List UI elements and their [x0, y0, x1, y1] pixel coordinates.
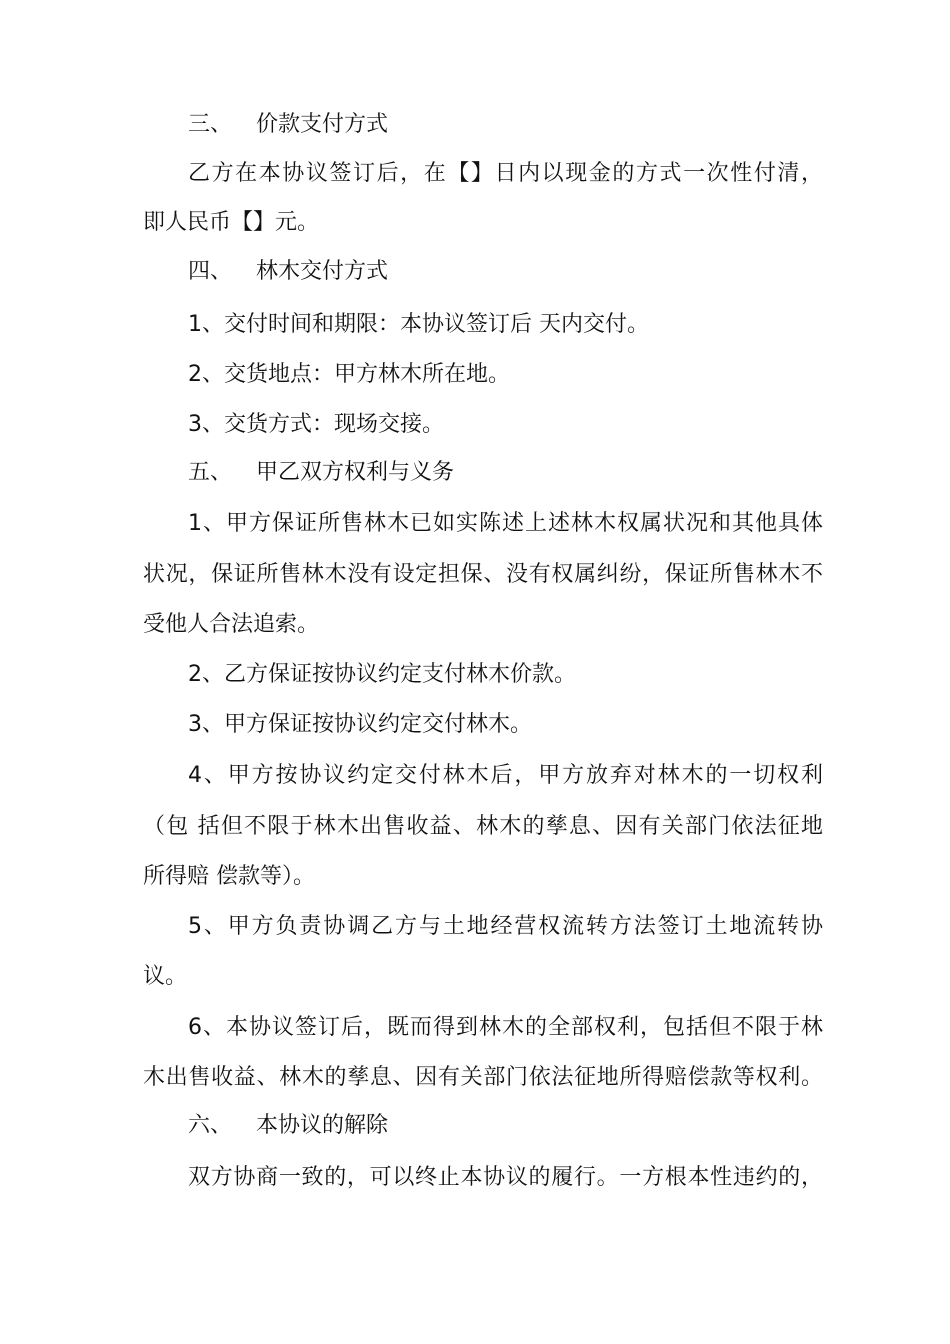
section-title: 价款支付方式: [256, 112, 389, 137]
list-item: 3、甲方保证按协议约定交付林木。: [188, 712, 532, 737]
section-heading-4: [188, 257, 823, 287]
paragraph-line: 乙方在本协议签订后，在【】日内以现金的方式一次性付清，: [188, 161, 823, 186]
section-title: 本协议的解除: [256, 1113, 389, 1138]
list-item: 2、交货地点：甲方林木所在地。: [188, 362, 510, 387]
section-heading-6: [188, 1111, 823, 1141]
paragraph-line: 受他人合法追索。: [143, 612, 320, 637]
section-heading-5: [188, 458, 823, 488]
paragraph-line: 4、甲方按协议约定交付林木后，甲方放弃对林木的一切权利: [188, 763, 823, 788]
section-number: 四、: [188, 259, 233, 284]
section-title: 甲乙双方权利与义务: [256, 460, 455, 485]
paragraph-line: 议。: [143, 964, 188, 989]
section-number: 六、: [188, 1113, 233, 1138]
section-title: 林木交付方式: [256, 259, 389, 284]
list-item: 2、乙方保证按协议约定支付林木价款。: [188, 662, 576, 687]
paragraph-line: 木出售收益、林木的孳息、因有关部门依法征地所得赔偿款等权利。: [143, 1065, 823, 1090]
paragraph-line: 1、甲方保证所售林木已如实陈述上述林木权属状况和其他具体: [188, 511, 823, 536]
list-item: 3、交货方式：现场交接。: [188, 412, 444, 437]
paragraph-line: （包 括但不限于林木出售收益、林木的孳息、因有关部门依法征地: [143, 814, 823, 839]
paragraph-line: 5、甲方负责协调乙方与土地经营权流转方法签订土地流转协: [188, 914, 823, 939]
paragraph-line: 状况，保证所售林木没有设定担保、没有权属纠纷，保证所售林木不: [143, 562, 823, 587]
paragraph-line: 即人民币【】元。: [143, 210, 320, 235]
paragraph-line: 双方协商一致的，可以终止本协议的履行。一方根本性违约的，: [188, 1165, 823, 1190]
section-number: 五、: [188, 460, 233, 485]
section-number: 三、: [188, 112, 233, 137]
section-heading-3: [188, 110, 823, 140]
paragraph-line: 6、本协议签订后，既而得到林木的全部权利，包括但不限于林: [188, 1015, 823, 1040]
list-item: 1、交付时间和期限：本协议签订后 天内交付。: [188, 312, 649, 337]
paragraph-line: 所得赔 偿款等）。: [143, 864, 315, 889]
